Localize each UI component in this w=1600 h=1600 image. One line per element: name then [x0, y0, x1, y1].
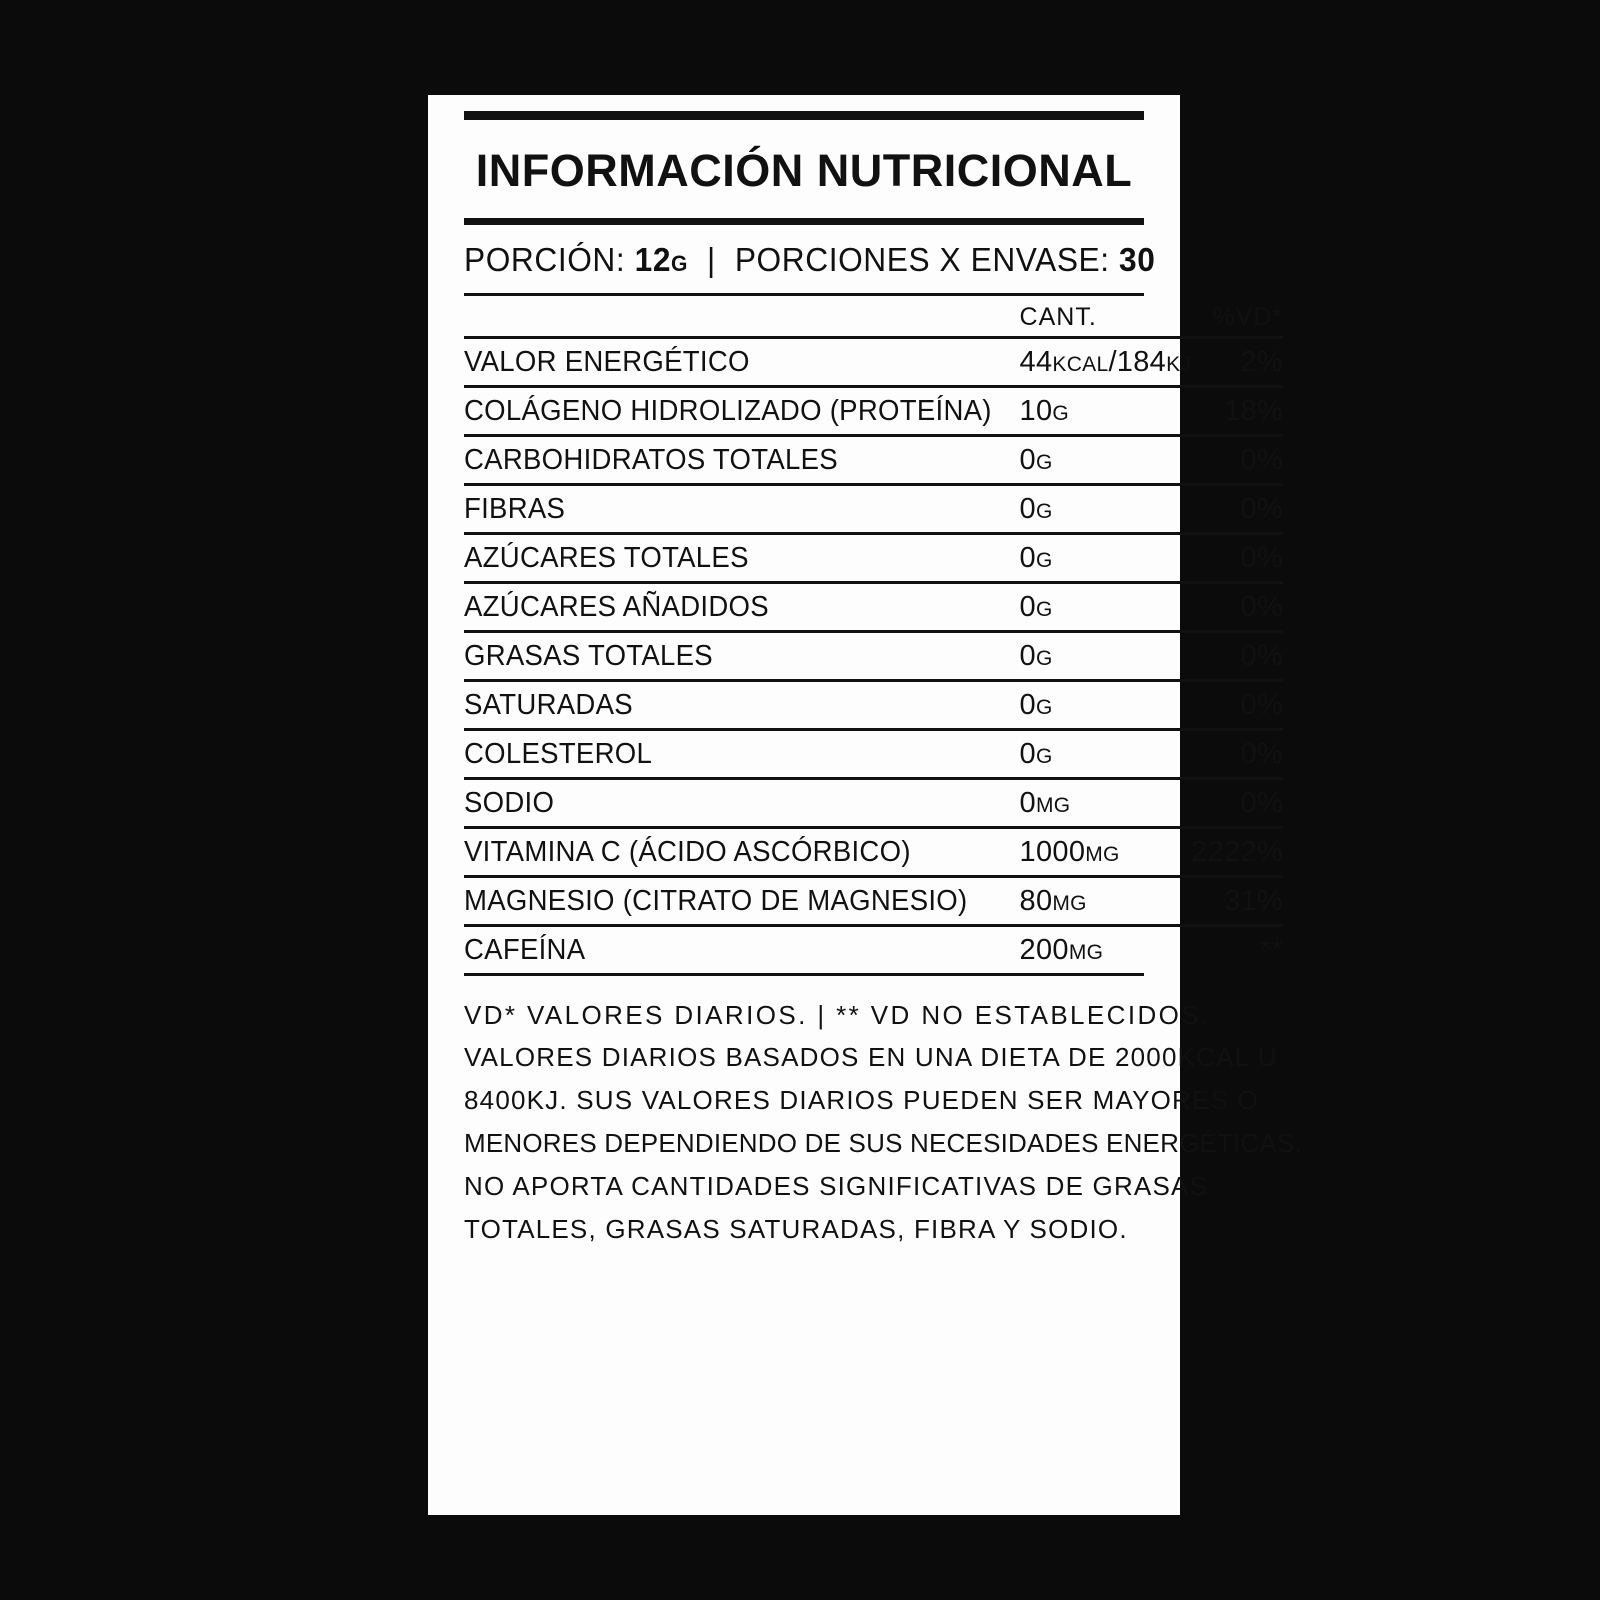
amount-value: 0 [1019, 590, 1036, 623]
table-row [464, 533, 1283, 582]
amount-unit: MG [1085, 842, 1120, 866]
nutrient-name: SODIO [464, 778, 992, 827]
amount-value: 0 [1019, 786, 1036, 819]
nutrient-daily-value: 31% [1191, 876, 1283, 925]
nutrient-daily-value: 0% [1191, 680, 1283, 729]
footnote-line: 8400KJ. SUS VALORES DIARIOS PUEDEN SER MAYORES O [464, 1085, 1259, 1116]
footnotes [464, 976, 1303, 1251]
nutrient-amount [1020, 631, 1192, 680]
amount-unit: MG [1052, 891, 1087, 915]
footnote-line: MENORES DEPENDIENDO DE SUS NECESIDADES ENERGÉTICAS. [464, 1128, 1303, 1159]
column-header-nutrient [464, 296, 992, 338]
amount-value: 0 [1019, 541, 1036, 574]
amount-value: 0 [1019, 639, 1036, 672]
amount-value: 200 [1019, 933, 1069, 966]
nutrient-name: CAFEÍNA [464, 933, 586, 966]
table-row [464, 484, 1283, 533]
nutrient-name: VALOR ENERGÉTICO [464, 337, 992, 386]
amount-value: 0 [1019, 688, 1036, 721]
nutrient-amount [1020, 876, 1192, 925]
nutrient-daily-value: 0% [1191, 729, 1283, 778]
amount-unit: G [1035, 744, 1053, 768]
servings-per-container-value: 30 [1119, 240, 1156, 278]
nutrient-amount [1020, 582, 1192, 631]
amount-unit: KCAL [1052, 352, 1109, 376]
amount-unit-2: KJ [1166, 352, 1192, 376]
nutrient-amount [1020, 337, 1192, 386]
footnote-line: VALORES DIARIOS BASADOS EN UNA DIETA DE 2000KCAL U [464, 1042, 1278, 1073]
page-title: INFORMACIÓN NUTRICIONAL [475, 145, 1133, 196]
nutrient-amount [1020, 484, 1192, 533]
table-row [464, 827, 1283, 876]
nutrient-name: MAGNESIO (CITRATO DE MAGNESIO) [464, 876, 992, 925]
amount-unit: MG [1068, 940, 1104, 964]
nutrient-name: GRASAS TOTALES [464, 631, 992, 680]
amount-value-2: /184 [1108, 345, 1167, 378]
nutrient-amount [1020, 925, 1192, 973]
nutrition-table [464, 296, 1283, 973]
amount-value: 44 [1019, 345, 1053, 378]
nutrient-daily-value: 0% [1191, 484, 1283, 533]
nutrient-amount [1020, 533, 1192, 582]
table-row [464, 925, 1283, 973]
table-row [464, 876, 1283, 925]
portion-label: PORCIÓN: [464, 240, 626, 278]
amount-value: 80 [1019, 884, 1053, 917]
nutrient-daily-value: 0% [1191, 631, 1283, 680]
amount-value: 1000 [1019, 835, 1086, 868]
amount-unit: MG [1035, 793, 1071, 817]
nutrient-amount [1020, 386, 1192, 435]
amount-value: 0 [1019, 443, 1036, 476]
nutrient-name: SATURADAS [464, 680, 992, 729]
nutrient-daily-value: 18% [1191, 386, 1283, 435]
nutrient-name: AZÚCARES TOTALES [464, 533, 992, 582]
amount-unit: G [1035, 499, 1053, 523]
nutrient-daily-value: 0% [1191, 778, 1283, 827]
nutrient-name: CARBOHIDRATOS TOTALES [464, 435, 992, 484]
table-row [464, 729, 1283, 778]
nutrient-amount [1020, 680, 1192, 729]
table-row [464, 337, 1283, 386]
nutrient-name: COLÁGENO HIDROLIZADO (PROTEÍNA) [464, 386, 992, 435]
amount-unit: G [1035, 695, 1053, 719]
nutrient-name: VITAMINA C (ÁCIDO ASCÓRBICO) [464, 827, 992, 876]
table-header-row [464, 296, 1283, 338]
amount-unit: G [1035, 548, 1053, 572]
table-row [464, 435, 1283, 484]
footnote-line: VD* VALORES DIARIOS. | ** VD NO ESTABLECIDOS. [464, 999, 1211, 1030]
nutrient-daily-value: ** [1259, 933, 1284, 966]
amount-unit: G [1052, 401, 1070, 425]
column-header-daily-value: %VD* [1191, 296, 1283, 338]
nutrient-amount [1020, 729, 1192, 778]
serving-line [464, 225, 1156, 293]
nutrient-amount [1020, 435, 1192, 484]
nutrient-daily-value: 2% [1191, 337, 1283, 386]
divider-top [464, 111, 1144, 120]
portion-value: 12 [634, 240, 672, 278]
table-row [464, 778, 1283, 827]
nutrient-name: AZÚCARES AÑADIDOS [464, 582, 992, 631]
amount-value: 10 [1019, 394, 1053, 427]
amount-unit: G [1035, 450, 1053, 474]
table-row [464, 631, 1283, 680]
table-row [464, 386, 1283, 435]
nutrient-name: FIBRAS [464, 484, 992, 533]
divider-under-title [464, 218, 1144, 225]
amount-value: 0 [1019, 492, 1036, 525]
footnote-line: TOTALES, GRASAS SATURADAS, FIBRA Y SODIO. [464, 1213, 1128, 1244]
nutrient-amount [1020, 827, 1192, 876]
nutrition-facts-inner [428, 95, 1303, 1515]
serving-separator: | [707, 240, 716, 278]
nutrient-daily-value: 0% [1191, 533, 1283, 582]
top-spacer [464, 95, 1144, 111]
portion-unit: G [671, 250, 689, 276]
nutrient-daily-value: 2222% [1191, 827, 1283, 876]
amount-unit: G [1035, 597, 1053, 621]
nutrient-amount [1020, 778, 1192, 827]
nutrition-facts-panel [428, 95, 1303, 1515]
nutrient-daily-value: 0% [1191, 582, 1283, 631]
column-header-amount: CANT. [1020, 296, 1192, 338]
nutrient-name: COLESTEROL [464, 729, 992, 778]
table-row [464, 680, 1283, 729]
nutrient-daily-value: 0% [1191, 435, 1283, 484]
footnote-line: NO APORTA CANTIDADES SIGNIFICATIVAS DE GRASAS [464, 1171, 1209, 1202]
amount-value: 0 [1019, 737, 1036, 770]
amount-unit: G [1035, 646, 1053, 670]
table-row [464, 582, 1283, 631]
servings-per-container-label: PORCIONES X ENVASE: [734, 240, 1110, 278]
